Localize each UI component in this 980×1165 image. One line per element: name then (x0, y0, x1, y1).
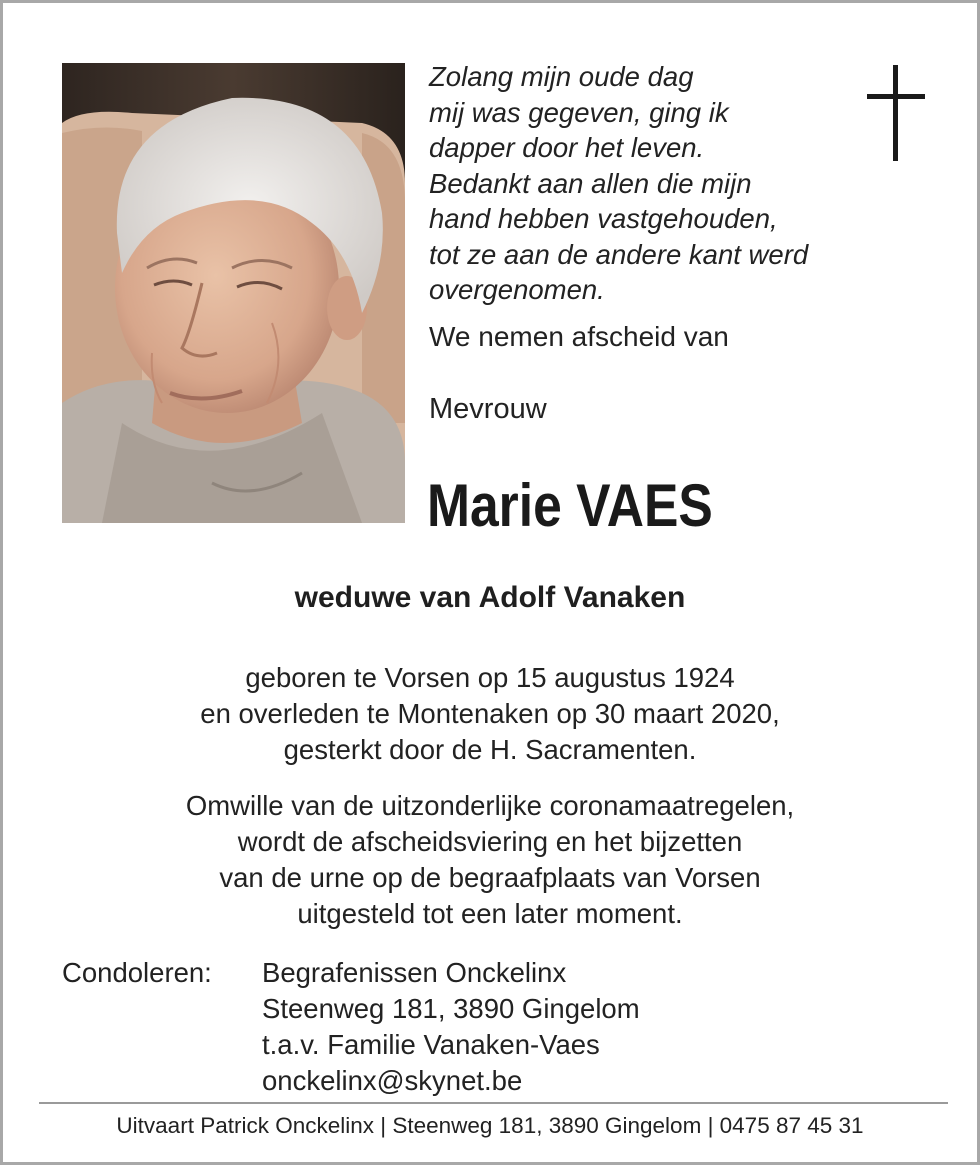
condolences-address (262, 955, 640, 1099)
notice-line: Omwille van de uitzonderlijke coronamaatregelen, (185, 790, 795, 821)
farewell-lead: We nemen afscheid van (429, 321, 729, 352)
poem-line: hand hebben vastgehouden, (429, 203, 778, 234)
life-dates (3, 660, 977, 768)
dates-line: en overleden te Montenaken op 30 maart 2020, (200, 698, 780, 729)
footer-contact: Uitvaart Patrick Onckelinx | Steenweg 181, 3890 Gingelom | 0475 87 45 31 (116, 1113, 864, 1138)
cross-icon (867, 65, 925, 161)
condolences-label: Condoleren: (62, 957, 212, 988)
divider (39, 1102, 948, 1104)
poem-line: Zolang mijn oude dag (429, 61, 694, 92)
widow-of: weduwe van Adolf Vanaken (294, 581, 686, 614)
address-line: Steenweg 181, 3890 Gingelom (262, 993, 640, 1024)
poem-line: overgenomen. (429, 274, 605, 305)
notice-line: wordt de afscheidsviering en het bijzetten (237, 826, 743, 857)
portrait-photo (62, 63, 405, 523)
address-line: t.a.v. Familie Vanaken-Vaes (262, 1029, 600, 1060)
poem-line: tot ze aan de andere kant werd (429, 238, 809, 270)
honorific: Mevrouw (429, 393, 547, 425)
address-line: Begrafenissen Onckelinx (262, 957, 567, 988)
deceased-name: Marie VAES (427, 472, 713, 539)
poem-line: mij was gegeven, ging ik (429, 96, 729, 128)
email-link[interactable]: onckelinx@skynet.be (262, 1065, 523, 1096)
dates-line: gesterkt door de H. Sacramenten. (283, 734, 697, 765)
corona-notice (3, 788, 977, 932)
notice-line: uitgesteld tot een later moment. (297, 898, 683, 929)
poem-line: Bedankt aan allen die mijn (429, 167, 752, 199)
notice-line: van de urne op de begraafplaats van Vorsen (219, 862, 761, 893)
poem-line: dapper door het leven. (429, 132, 705, 163)
dates-line: geboren te Vorsen op 15 augustus 1924 (245, 662, 735, 693)
poem (429, 59, 869, 308)
